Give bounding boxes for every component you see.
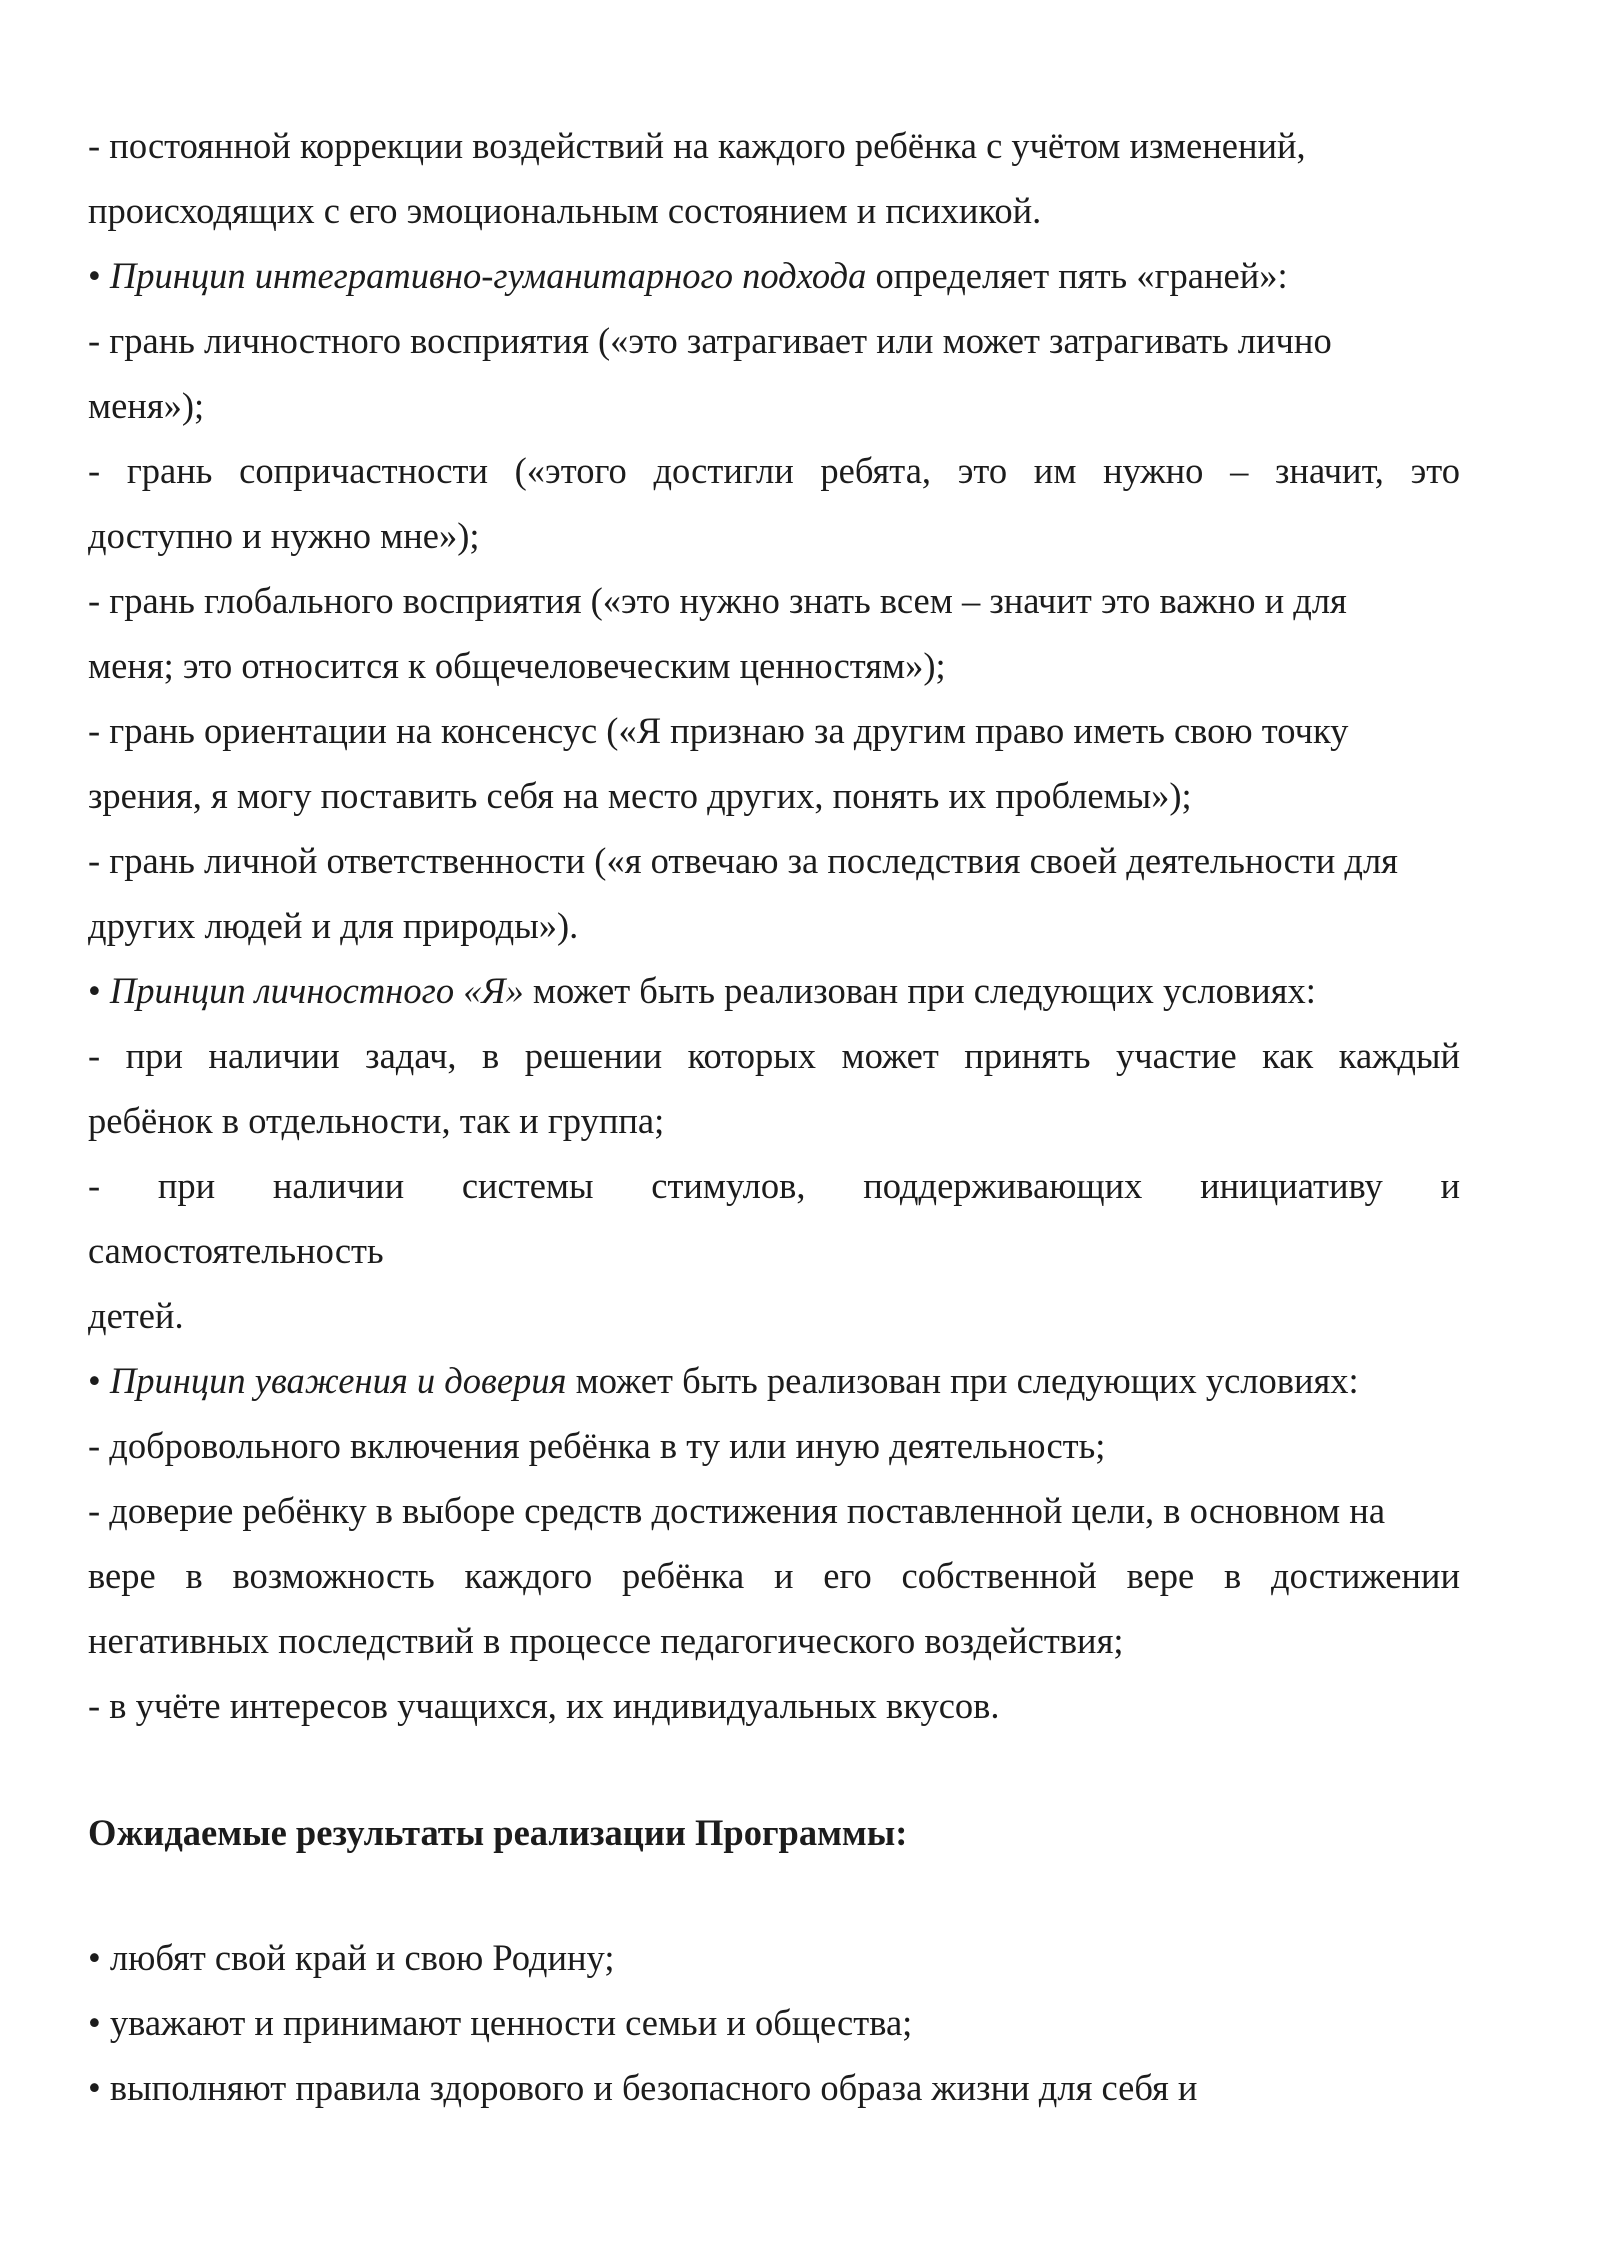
principle-text: может быть реализован при следующих условиях: — [523, 970, 1316, 1011]
text-line: доступно и нужно мне»); — [88, 515, 480, 556]
principle-title: Принцип интегративно-гуманитарного подхода — [109, 255, 867, 296]
text-line: - грань ориентации на консенсус («Я признаю за другим право иметь свою точку — [88, 710, 1349, 751]
spacer — [88, 1865, 1460, 1925]
text-line: - в учёте интересов учащихся, их индивидуальных вкусов. — [88, 1685, 1000, 1726]
section-heading: Ожидаемые результаты реализации Программы: — [88, 1812, 908, 1853]
text-line: зрения, я могу поставить себя на место других, понять их проблемы»); — [88, 775, 1192, 816]
principle-text: определяет пять «граней»: — [866, 255, 1288, 296]
text-line: - грань глобального восприятия («это нужно знать всем – значит это важно и для — [88, 580, 1347, 621]
result-item: • уважают и принимают ценности семьи и общества; — [88, 2002, 913, 2043]
bullet: • — [88, 255, 110, 296]
text-line: - грань сопричастности («этого достигли ребята, это им нужно – значит, это — [88, 450, 1460, 491]
text-line: - доверие ребёнку в выборе средств достижения поставленной цели, в основном на — [88, 1490, 1386, 1531]
text-line: самостоятельность — [88, 1230, 384, 1271]
principle-respect-line — [88, 1348, 1460, 1413]
principle-title: Принцип уважения и доверия — [109, 1360, 567, 1401]
text-line: ребёнок в отдельности, так и группа; — [88, 1100, 665, 1141]
result-item: • любят свой край и свою Родину; — [88, 1937, 615, 1978]
text-line: происходящих с его эмоциональным состоянием и психикой. — [88, 190, 1042, 231]
principle-title: Принцип личностного «Я» — [109, 970, 524, 1011]
text-line: - при наличии системы стимулов, поддерживающих инициативу и — [88, 1165, 1460, 1206]
bullet: • — [88, 1360, 110, 1401]
text-line: - при наличии задач, в решении которых может принять участие как каждый — [88, 1035, 1460, 1076]
text-line: - грань личностного восприятия («это затрагивает или может затрагивать лично — [88, 320, 1332, 361]
principle-text: может быть реализован при следующих условиях: — [566, 1360, 1359, 1401]
text-line: других людей и для природы»). — [88, 905, 579, 946]
text-line: негативных последствий в процессе педагогического воздействия; — [88, 1620, 1124, 1661]
principle-integrative-line — [88, 243, 1460, 308]
spacer — [88, 1738, 1460, 1800]
text-line: - грань личной ответственности («я отвечаю за последствия своей деятельности для — [88, 840, 1398, 881]
text-line: меня; это относится к общечеловеческим ценностям»); — [88, 645, 946, 686]
text-line: меня»); — [88, 385, 205, 426]
text-line: вере в возможность каждого ребёнка и его собственной вере в достижении — [88, 1555, 1460, 1596]
bullet: • — [88, 970, 110, 1011]
principle-personal-line — [88, 958, 1460, 1023]
result-item: • выполняют правила здорового и безопасного образа жизни для себя и — [88, 2067, 1198, 2108]
document-page — [88, 113, 1460, 2120]
text-line: - постоянной коррекции воздействий на каждого ребёнка с учётом изменений, — [88, 125, 1306, 166]
text-line: - добровольного включения ребёнка в ту или иную деятельность; — [88, 1425, 1106, 1466]
text-line: детей. — [88, 1295, 184, 1336]
